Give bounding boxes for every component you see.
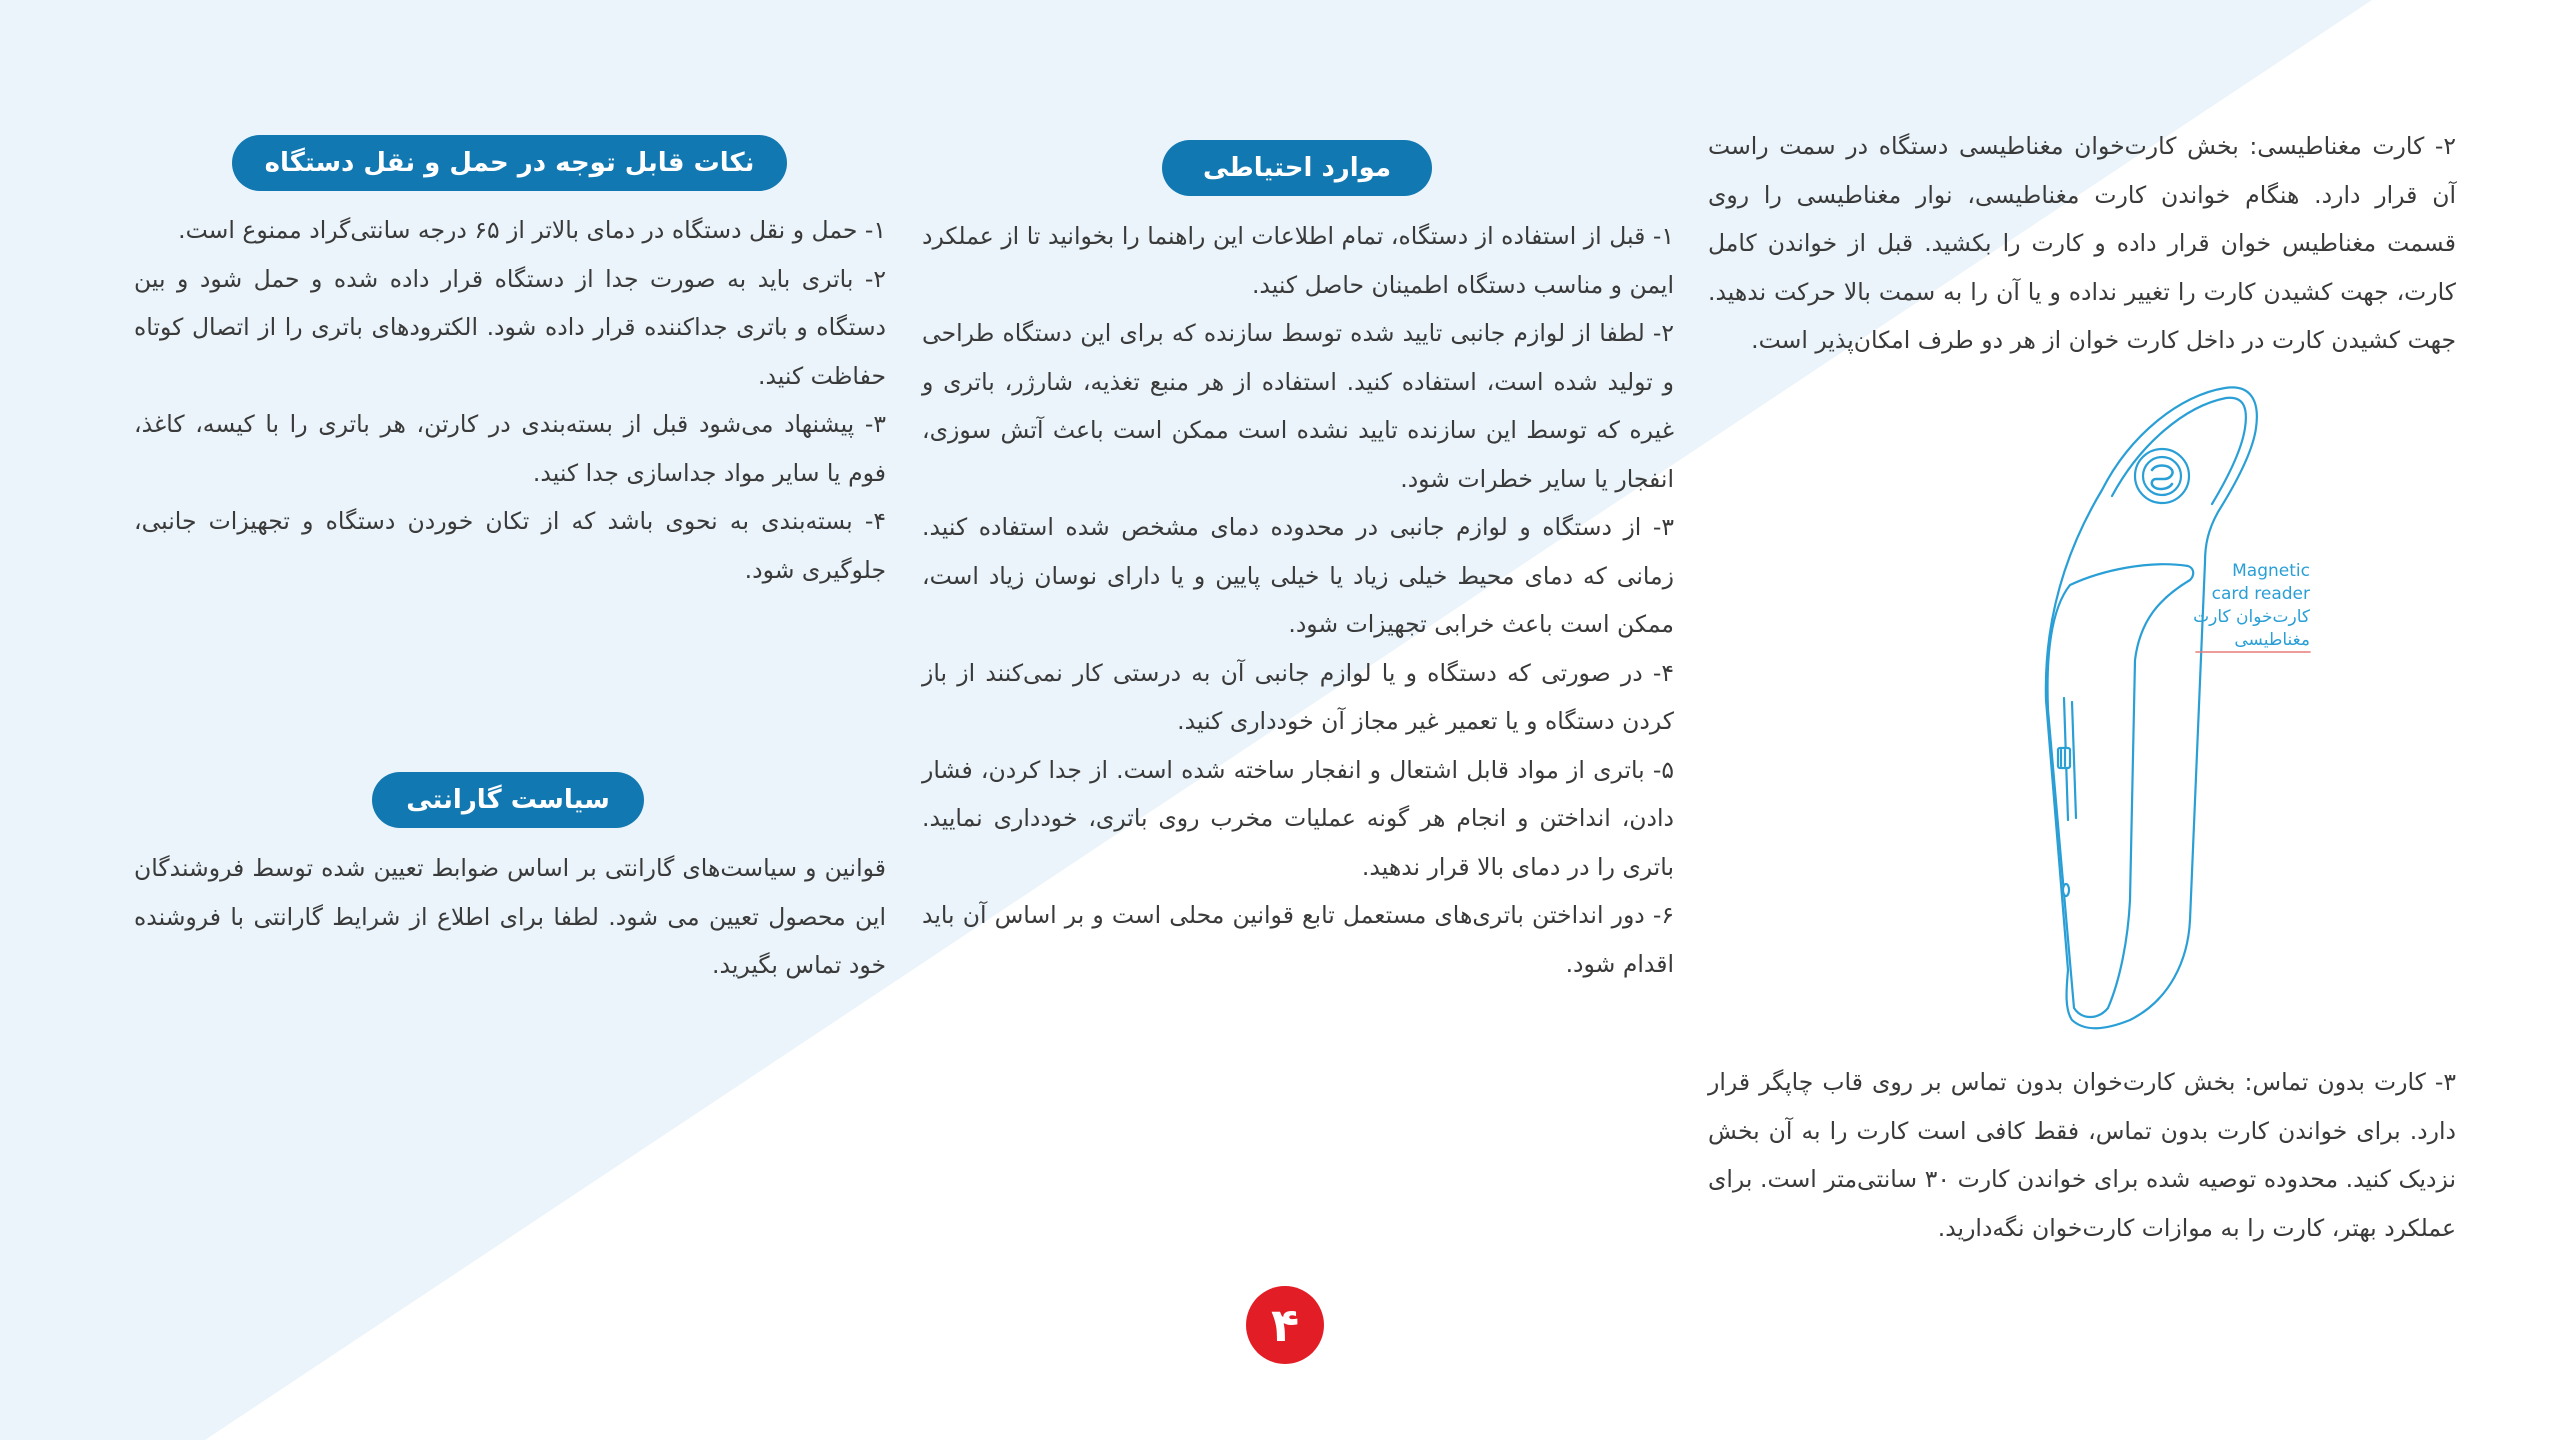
device-label-fa-line2: مغناطیسی — [2234, 630, 2310, 650]
device-label-en-line1: Magnetic — [2232, 561, 2310, 581]
magnetic-card-paragraph — [1708, 122, 2456, 365]
contactless-card-paragraph — [1708, 1058, 2456, 1252]
transport-notes-list — [134, 206, 886, 594]
precautions-title: موارد احتیاطی — [1202, 153, 1392, 183]
warranty-policy — [134, 844, 886, 990]
page-number-badge — [1246, 1286, 1324, 1364]
transport-note-item: ۲- باتری باید به صورت جدا از دستگاه قرار داده شده و حمل شود و بین دستگاه و باتری جداکننده قرار داده شود. الکترودهای باتری را از اتصال کوتاه حفاظت کنید. — [134, 264, 886, 390]
transport-note-item: ۱- حمل و نقل دستگاه در دمای بالاتر از ۶۵ درجه سانتی‌گراد ممنوع است. — [178, 216, 886, 244]
magnetic-card-reader-label — [2140, 560, 2310, 652]
warranty-title: سیاست گارانتی — [406, 785, 610, 815]
transport-title-pill — [232, 135, 787, 191]
precaution-item: ۱- قبل از استفاده از دستگاه، تمام اطلاعات این راهنما را بخوانید تا از عملکرد ایمن و مناسب دستگاه اطمینان حاصل کنید. — [922, 222, 1674, 299]
contactless-card-text: ۳- کارت بدون تماس: بخش کارت‌خوان بدون تماس بر روی قاب چاپگر قرار دارد. برای خواندن کارت بدون تماس، فقط کافی است کارت را به آن بخش نزدیک کنید. محدوده توصیه شده برای خواندن کارت ۳۰ سانتی‌متر است. برای عملکرد بهتر، کارت را به موازات کارت‌خوان نگه‌دارید. — [1708, 1068, 2456, 1242]
device-label-en-line2: card reader — [2211, 584, 2310, 604]
device-label-fa-line1: کارت‌خوان کارت — [2193, 607, 2310, 627]
transport-note-item: ۳- پیشنهاد می‌شود قبل از بسته‌بندی در کارتن، هر باتری را با کیسه، کاغذ، فوم یا سایر مواد جداسازی جدا کنید. — [134, 410, 886, 487]
warranty-text: قوانین و سیاست‌های گارانتی بر اساس ضوابط تعیین شده توسط فروشندگان این محصول تعیین می شود. لطفا برای اطلاع از شرایط گارانتی با فروشنده خود تماس بگیرید. — [134, 854, 886, 979]
transport-title: نکات قابل توجه در حمل و نقل دستگاه — [264, 148, 755, 178]
precaution-item: ۲- لطفا از لوازم جانبی تایید شده توسط سازنده که برای این دستگاه طراحی و تولید شده است، استفاده کنید. استفاده از هر منبع تغذیه، شارژر، باتری و غیره که توسط این سازنده تایید نشده است ممکن است باعث آتش سوزی، انفجار یا سایر خطرات شود. — [922, 319, 1674, 493]
page-number: ۴ — [1270, 1298, 1300, 1352]
transport-note-item: ۴- بسته‌بندی به نحوی باشد که از تکان خوردن دستگاه و تجهیزات جانبی، جلوگیری شود. — [134, 507, 886, 584]
warranty-title-pill — [372, 772, 644, 828]
precautions-title-pill — [1162, 140, 1432, 196]
precaution-item: ۵- باتری از مواد قابل اشتعال و انفجار ساخته شده است. از جدا کردن، فشار دادن، انداختن و انجام هر گونه عملیات مخرب روی باتری، خودداری نمایید. باتری را در دمای بالا قرار ندهید. — [922, 755, 1674, 881]
precaution-item: ۳- از دستگاه و لوازم جانبی در محدوده دمای مشخص شده استفاده کنید. زمانی که دمای محیط خیلی زیاد یا خیلی پایین و یا دارای نوسان زیاد است، ممکن است باعث خرابی تجهیزات شود. — [922, 513, 1674, 638]
precaution-item: ۶- دور انداختن باتری‌های مستعمل تابع قوانین محلی است و بر اساس آن باید اقدام شود. — [922, 901, 1674, 978]
precautions-list — [922, 212, 1674, 988]
magnetic-card-text: ۲- کارت مغناطیسی: بخش کارت‌خوان مغناطیسی دستگاه در سمت راست آن قرار دارد. هنگام خواندن کارت مغناطیسی، نوار مغناطیسی را روی قسمت مغناطیس خوان قرار داده و کارت را بکشید. قبل از خواندن کامل کارت، جهت کشیدن کارت را تغییر نداده و یا آن را به سمت بالا حرکت ندهید. جهت کشیدن کارت در داخل کارت خوان از هر دو طرف امکان‌پذیر است. — [1708, 132, 2456, 354]
pos-device-illustration — [2010, 380, 2340, 1040]
precaution-item: ۴- در صورتی که دستگاه و یا لوازم جانبی آن به درستی کار نمی‌کنند از باز کردن دستگاه و یا تعمیر غیر مجاز آن خودداری کنید. — [922, 658, 1674, 735]
